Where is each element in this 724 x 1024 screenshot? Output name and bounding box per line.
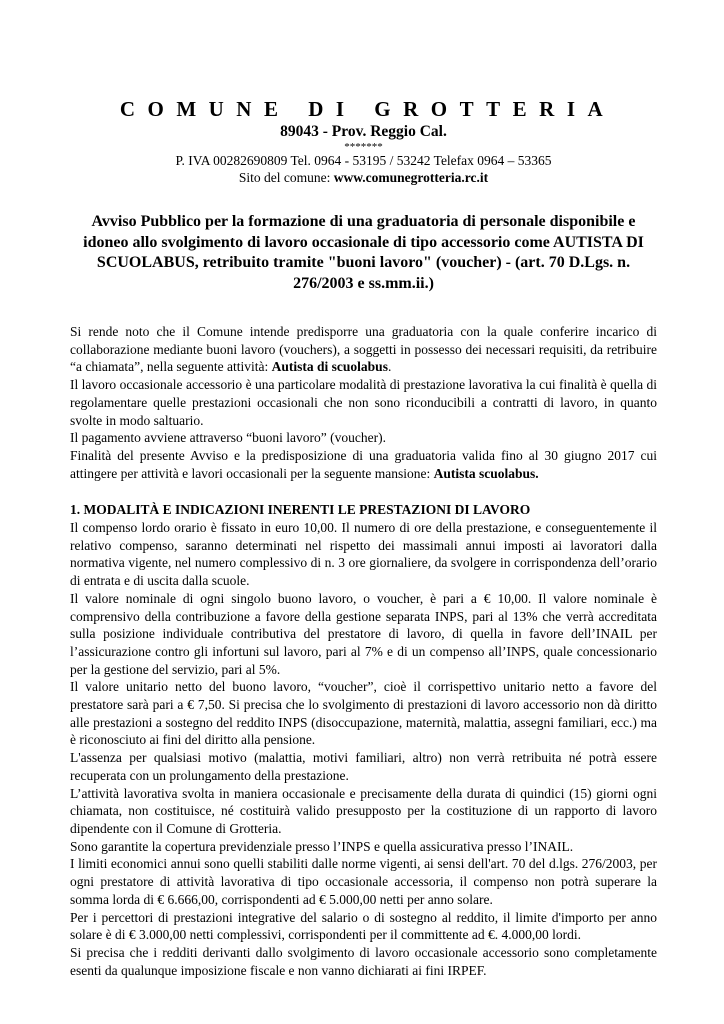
- intro-text: Si rende noto che il Comune intende predisporre una graduatoria con la quale conferire incarico di collaborazione mediante buoni lavoro (vouchers), a soggetti in possesso dei necessari requisiti, da retribuire “a chiamata”, nella seguente attività:: [70, 324, 657, 375]
- letterhead: [70, 96, 657, 186]
- intro-paragraph: [70, 447, 657, 482]
- separator-stars: *******: [344, 141, 383, 153]
- job-title-bold: Autista di scuolabus: [271, 359, 388, 375]
- document-page: [70, 96, 657, 979]
- section-paragraph: Il compenso lordo orario è fissato in euro 10,00. Il numero di ore della prestazione, e conseguentemente il relativo compenso, saranno determinati nel rispetto dei massimali annui imposti ai lavoratori dalla normativa vigente, nel numero complessivo di n. 3 ore giornaliere, da svolgere in corrispondenza dell’orario di entrata e di uscita dalla scuole.: [70, 520, 657, 589]
- job-title-bold: Autista scuolabus.: [433, 465, 539, 481]
- contact-info: P. IVA 00282690809 Tel. 0964 - 53195 / 53242 Telefax 0964 – 53365: [175, 153, 552, 168]
- intro-section: [70, 323, 657, 482]
- section-paragraph: Il valore nominale di ogni singolo buono lavoro, o voucher, è pari a € 10,00. Il valore nominale è comprensivo della contribuzione a favore della gestione separata INPS, pari al 13% che verrà accreditata sulla posizione individuale contributiva del prestatore di lavoro, di quella in favore dell’INAIL per l’assicurazione contro gli infortuni sul lavoro, pari al 7% e di un compenso all’INPS, quale concessionario per la gestione del servizio, pari al 5%.: [70, 590, 657, 677]
- website-url[interactable]: www.comunegrotteria.rc.it: [333, 170, 489, 185]
- intro-paragraph: [70, 323, 657, 376]
- intro-paragraph: Il lavoro occasionale accessorio è una particolare modalità di prestazione lavorativa la cui finalità è quella di regolamentare quelle prestazioni occasionali che non sono riconducibili a contratti di lavoro, in quanto svolte in modo saltuario.: [70, 377, 657, 428]
- municipality-name: COMUNE DI GROTTERIA: [119, 97, 616, 121]
- intro-paragraph: Il pagamento avviene attraverso “buoni lavoro” (voucher).: [70, 430, 386, 446]
- section-paragraph: Per i percettori di prestazioni integrative del salario o di sostegno al reddito, il limite d'importo per anno solare è di € 3.000,00 netti complessivi, corrispondenti per il committente ad €. 4.000,00 lordi.: [70, 909, 657, 943]
- notice-title: Avviso Pubblico per la formazione di una graduatoria di personale disponibile e idoneo allo svolgimento di lavoro occasionale di tipo accessorio come AUTISTA DI SCUOLABUS, retribuito tramite "buoni lavoro" (voucher) - (art. 70 D.Lgs. n. 276/2003 e ss.mm.ii.): [83, 213, 644, 292]
- section-paragraph: L'assenza per qualsiasi motivo (malattia, motivi familiari, altro) non verrà retribuita né potrà essere recuperata con un prolungamento della prestazione.: [70, 750, 657, 783]
- website-label: Sito del comune:: [238, 170, 334, 185]
- section-paragraph: Si precisa che i redditi derivanti dallo svolgimento di lavoro occasionale accessorio sono completamente esenti da qualunque imposizione fiscale e non vanno dichiarati ai fini IRPEF.: [70, 944, 657, 978]
- section-heading: 1. MODALITÀ E INDICAZIONI INERENTI LE PRESTAZIONI DI LAVORO: [70, 502, 531, 518]
- website-line: [70, 169, 657, 186]
- section-paragraph: I limiti economici annui sono quelli stabiliti dalle norme vigenti, ai sensi dell'art. 70 del d.lgs. 276/2003, per ogni prestatore di attività lavorativa di tipo occasionale accessoria, il compenso non potrà superare la somma lorda di € 6.666,00, corrispondenti ad € 5.000,00 netti per anno solare.: [70, 856, 657, 907]
- section-paragraph: L’attività lavorativa svolta in maniera occasionale e precisamente della durata di quindici (15) giorni ogni chiamata, non costituisce, né costituirà valido presupposto per la costituzione di un rapporto di lavoro dipendente con il Comune di Grotteria.: [70, 785, 657, 836]
- intro-text: Finalità del presente Avviso e la predisposizione di una graduatoria valida fino al 30 giugno 2017 cui attingere per attività e lavori occasionali per la seguente mansione:: [70, 447, 657, 481]
- intro-end: .: [387, 359, 392, 375]
- section-body: [70, 519, 657, 979]
- section-paragraph: Sono garantite la copertura previdenziale presso l’INPS e quella assicurativa presso l’INAIL.: [70, 838, 574, 854]
- section-paragraph: Il valore unitario netto del buono lavoro, “voucher”, cioè il corrispettivo unitario netto a favore del prestatore sarà pari a € 7,50. Si precisa che lo svolgimento di prestazioni di lavoro accessorio non dà diritto alle prestazioni a sostegno del reddito INPS (disoccupazione, maternità, malattia, assegni familiari, ecc.) ma è riconosciuto ai fini del diritto alla pensione.: [70, 679, 657, 748]
- postal-code-province: 89043 - Prov. Reggio Cal.: [280, 123, 447, 140]
